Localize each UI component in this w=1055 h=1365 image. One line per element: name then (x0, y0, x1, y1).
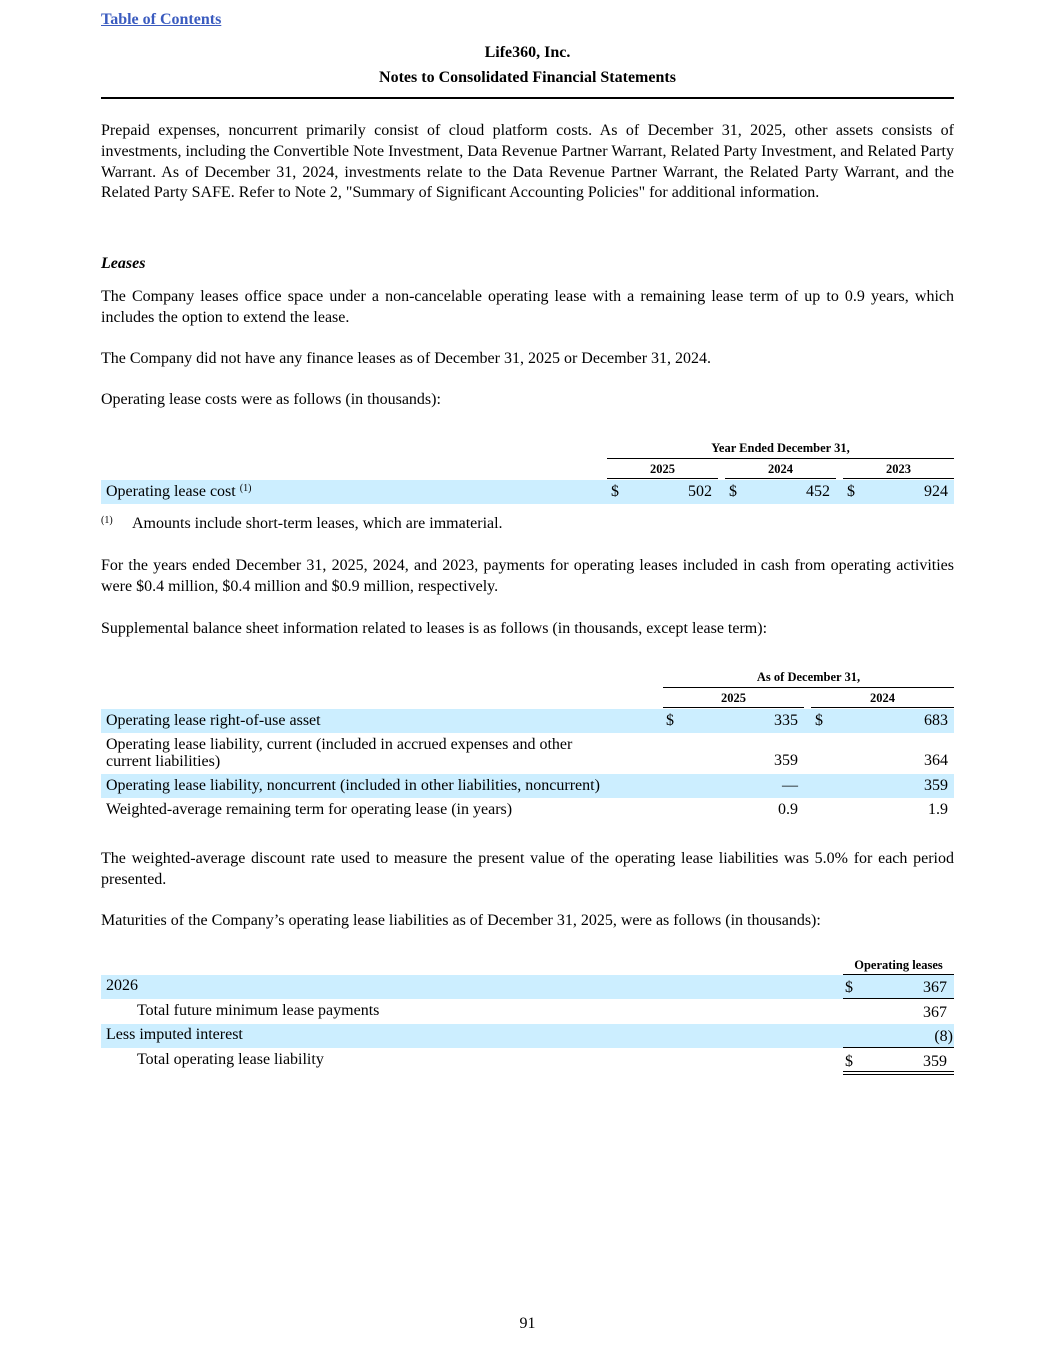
cost-row-label: Operating lease cost $^{(1)}$ (106, 483, 252, 500)
maturity-column-header: Operating leases (843, 958, 954, 975)
maturity-value: 359 (923, 1053, 947, 1070)
balance-row-label: Operating lease liability, current (included in accrued expenses and other current liabilities) (106, 736, 573, 770)
footnote-mark: (1) (101, 515, 113, 526)
balance-year-2025: 2025 (663, 691, 804, 708)
currency-symbol: $ (611, 483, 619, 500)
table-row (101, 798, 954, 822)
balance-value-2025: 0.9 (778, 801, 798, 818)
table-row (101, 1049, 954, 1073)
balance-value-2024: 364 (924, 752, 948, 769)
balance-row-label: Operating lease right-of-use asset (106, 712, 321, 729)
balance-value-2025: — (782, 777, 798, 794)
currency-symbol: $ (729, 483, 737, 500)
balance-value-2025: 359 (774, 752, 798, 769)
table-row (101, 734, 954, 774)
no-finance-lease-paragraph: The Company did not have any finance leases as of December 31, 2025 or December 31, 2024. (101, 350, 712, 367)
costs-intro-paragraph: Operating lease costs were as follows (in thousands): (101, 391, 441, 408)
lease-term-paragraph: The Company leases office space under a non-cancelable operating lease with a remaining lease term of up to 0.9 years, which includes the option to extend the lease. (101, 288, 954, 326)
currency-symbol: $ (845, 1053, 853, 1070)
currency-symbol: $ (845, 979, 853, 996)
page-number: 91 (519, 1315, 536, 1332)
balance-year-2024: 2024 (811, 691, 954, 708)
table-row (101, 975, 954, 999)
table-row (101, 709, 954, 733)
cost-table-group-header: Year Ended December 31, (607, 441, 954, 459)
table-of-contents-link[interactable]: Table of Contents (101, 11, 222, 28)
table-row (101, 1024, 954, 1048)
maturity-row-label: Total future minimum lease payments (137, 1002, 380, 1019)
subtotal-rule (843, 998, 954, 999)
section-title: Notes to Consolidated Financial Statements (379, 69, 676, 86)
balance-value-2024: 359 (924, 777, 948, 794)
maturity-value: 367 (923, 1004, 947, 1021)
cost-value-2024: 452 (806, 483, 830, 500)
maturity-value: 367 (923, 979, 947, 996)
header-divider (101, 97, 954, 99)
table-row (101, 480, 954, 504)
discount-rate-paragraph: The weighted-average discount rate used to measure the present value of the operating lease liabilities was 5.0% for each period presented. (101, 850, 954, 888)
payments-paragraph: For the years ended December 31, 2025, 2024, and 2023, payments for operating leases included in cash from operating activities were $0.4 million, $0.4 million and $0.9 million, respectively. (101, 557, 954, 595)
table-row (101, 1000, 954, 1024)
cost-year-2024: 2024 (725, 462, 836, 479)
maturity-row-label: Total operating lease liability (137, 1051, 324, 1068)
balance-table-group-header: As of December 31, (663, 670, 954, 688)
balance-row-label: Weighted-average remaining term for operating lease (in years) (106, 801, 513, 818)
supplemental-intro-paragraph: Supplemental balance sheet information related to leases is as follows (in thousands, except lease term): (101, 620, 768, 637)
currency-symbol: $ (847, 483, 855, 500)
balance-value-2024: 1.9 (928, 801, 948, 818)
prepaid-paragraph: Prepaid expenses, noncurrent primarily consist of cloud platform costs. As of December 31, 2025, other assets consists of investments, including the Convertible Note Investment, Data Revenue Partner Warrant, Related Party Investment, and Related Party Warrant. As of December 31, 2024, investments relate to the Data Revenue Partner Warrant, the Related Party Warrant, and the Related Party SAFE. Refer to Note 2, "Summary of Significant Accounting Policies" for additional information. (101, 122, 954, 202)
table-row (101, 774, 954, 798)
company-name: Life360, Inc. (484, 44, 571, 61)
currency-symbol: $ (815, 712, 823, 729)
subtotal-rule (843, 1047, 954, 1048)
cost-year-2025: 2025 (607, 462, 718, 479)
leases-heading: Leases (101, 255, 146, 272)
maturity-row-label: 2026 (106, 977, 138, 994)
total-double-rule (843, 1071, 954, 1075)
currency-symbol: $ (666, 712, 674, 729)
maturity-value: (8) (934, 1028, 953, 1045)
balance-row-label: Operating lease liability, noncurrent (included in other liabilities, noncurrent) (106, 777, 600, 794)
maturities-intro-paragraph: Maturities of the Company’s operating lease liabilities as of December 31, 2025, were as follows (in thousands): (101, 912, 821, 929)
footnote-text: Amounts include short-term leases, which are immaterial. (132, 515, 503, 532)
cost-footnote (101, 515, 503, 533)
maturity-row-label: Less imputed interest (106, 1026, 243, 1043)
balance-value-2024: 683 (924, 712, 948, 729)
balance-value-2025: 335 (774, 712, 798, 729)
cost-value-2025: 502 (688, 483, 712, 500)
cost-year-2023: 2023 (843, 462, 954, 479)
cost-value-2023: 924 (924, 483, 948, 500)
